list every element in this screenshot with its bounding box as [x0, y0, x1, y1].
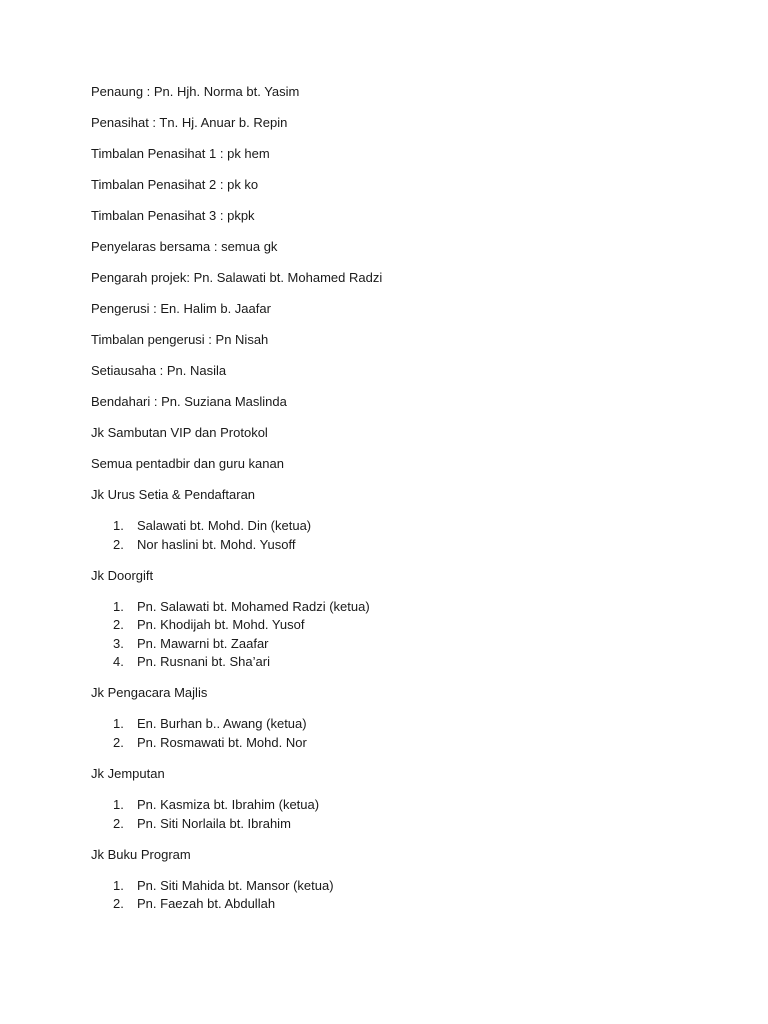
list-item — [91, 878, 711, 894]
member-list — [91, 797, 711, 832]
list-number: 2. — [113, 617, 124, 633]
member-name: Pn. Faezah bt. Abdullah — [137, 896, 276, 912]
committee-urus-setia — [91, 487, 711, 553]
officials-section — [91, 84, 711, 472]
official-timbalan-penasihat-1: Timbalan Penasihat 1 : pk hem — [91, 146, 270, 161]
official-pengarah-projek: Pengarah projek: Pn. Salawati bt. Mohamed Radzi — [91, 270, 383, 285]
list-item — [91, 896, 711, 912]
committee-title: Jk Doorgift — [91, 567, 154, 583]
list-number: 1. — [113, 598, 124, 614]
official-pengerusi: Pengerusi : En. Halim b. Jaafar — [91, 301, 271, 316]
list-item — [91, 816, 711, 832]
official-setiausaha: Setiausaha : Pn. Nasila — [91, 363, 227, 378]
list-item — [91, 716, 711, 732]
list-number: 2. — [113, 536, 124, 552]
official-timbalan-penasihat-3: Timbalan Penasihat 3 : pkpk — [91, 208, 255, 223]
list-number: 2. — [113, 896, 124, 912]
member-list — [91, 518, 711, 553]
list-number: 3. — [113, 635, 124, 651]
committee-vip-members: Semua pentadbir dan guru kanan — [91, 456, 284, 471]
member-name: Pn. Rusnani bt. Sha’ari — [137, 654, 270, 670]
member-name: Pn. Siti Mahida bt. Mansor (ketua) — [137, 877, 334, 893]
committee-doorgift — [91, 568, 711, 671]
member-name: Pn. Kasmiza bt. Ibrahim (ketua) — [137, 796, 320, 812]
member-name: Nor haslini bt. Mohd. Yusoff — [137, 536, 296, 552]
list-item — [91, 617, 711, 633]
member-name: En. Burhan b.. Awang (ketua) — [137, 716, 307, 732]
committee-buku-program — [91, 847, 711, 913]
list-number: 2. — [113, 815, 124, 831]
official-bendahari: Bendahari : Pn. Suziana Maslinda — [91, 394, 287, 409]
member-list — [91, 599, 711, 671]
member-name: Pn. Khodijah bt. Mohd. Yusof — [137, 617, 305, 633]
member-name: Pn. Mawarni bt. Zaafar — [137, 635, 269, 651]
committee-title: Jk Pengacara Majlis — [91, 685, 208, 701]
committee-title: Jk Urus Setia & Pendaftaran — [91, 487, 256, 502]
member-list — [91, 878, 711, 913]
official-penasihat: Penasihat : Tn. Hj. Anuar b. Repin — [91, 115, 288, 130]
official-penyelaras: Penyelaras bersama : semua gk — [91, 239, 278, 254]
list-item — [91, 797, 711, 813]
member-name: Pn. Rosmawati bt. Mohd. Nor — [137, 734, 307, 750]
official-timbalan-penasihat-2: Timbalan Penasihat 2 : pk ko — [91, 177, 259, 192]
committee-pengacara — [91, 685, 711, 751]
official-penaung: Penaung : Pn. Hjh. Norma bt. Yasim — [91, 84, 300, 99]
committee-title: Jk Buku Program — [91, 846, 191, 862]
committee-title: Jk Jemputan — [91, 765, 165, 781]
list-number: 1. — [113, 518, 124, 533]
document-page — [91, 84, 711, 927]
list-item — [91, 599, 711, 615]
member-name: Salawati bt. Mohd. Din (ketua) — [137, 518, 312, 533]
list-item — [91, 636, 711, 652]
official-timbalan-pengerusi: Timbalan pengerusi : Pn Nisah — [91, 332, 269, 347]
list-number: 1. — [113, 877, 124, 893]
list-item — [91, 537, 711, 553]
list-number: 4. — [113, 654, 124, 670]
list-item — [91, 518, 711, 534]
member-name: Pn. Salawati bt. Mohamed Radzi (ketua) — [137, 598, 370, 614]
member-list — [91, 716, 711, 751]
list-item — [91, 654, 711, 670]
member-name: Pn. Siti Norlaila bt. Ibrahim — [137, 815, 291, 831]
committee-vip-title: Jk Sambutan VIP dan Protokol — [91, 425, 268, 440]
list-item — [91, 735, 711, 751]
list-number: 2. — [113, 734, 124, 750]
list-number: 1. — [113, 716, 124, 732]
list-number: 1. — [113, 796, 124, 812]
committee-jemputan — [91, 766, 711, 832]
